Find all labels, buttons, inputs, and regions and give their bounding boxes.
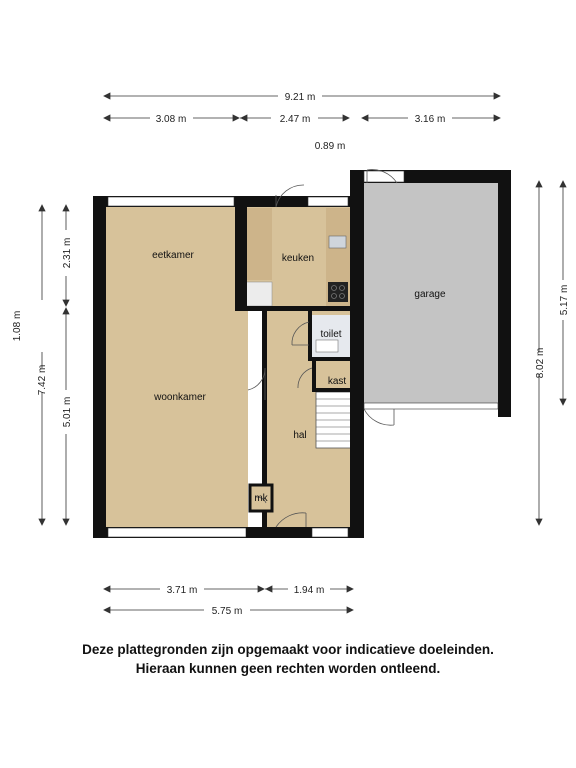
wall (312, 361, 316, 392)
dim-label-left-upper: 2.31 m (62, 237, 73, 269)
arrowhead (104, 607, 110, 613)
arrowhead (343, 115, 349, 121)
arrowhead (266, 586, 272, 592)
dim-label-total-top: 9.21 m (284, 92, 316, 103)
arrowhead (63, 308, 69, 314)
arrowhead (362, 115, 368, 121)
arrowhead (39, 205, 45, 211)
toilet-tank-icon (316, 340, 338, 352)
dim-label-left-total: 7.42 m (37, 364, 48, 396)
room-label-keuken: keuken (281, 253, 315, 264)
dim-label-bottom-left: 3.71 m (166, 585, 198, 596)
arrowhead (560, 399, 566, 405)
room-label-kast: kast (327, 376, 347, 387)
dim-label-right-garage: 5.17 m (559, 284, 570, 316)
dim-label-top-2: 2.47 m (279, 114, 311, 125)
arrowhead (347, 586, 353, 592)
arrowhead (258, 586, 264, 592)
wall (498, 170, 511, 417)
arrowhead (241, 115, 247, 121)
wall (235, 306, 351, 311)
room-label-garage: garage (414, 289, 446, 300)
arrowhead (494, 93, 500, 99)
garage-door (364, 403, 498, 409)
arrowhead (63, 300, 69, 306)
wall (308, 311, 312, 361)
stove-icon (328, 282, 348, 302)
dim-label-left-outer: 1.08 m (12, 310, 23, 342)
arrowhead (494, 115, 500, 121)
arrowhead (560, 181, 566, 187)
arrowhead (39, 519, 45, 525)
disclaimer-line-1: Deze plattegronden zijn opgemaakt voor indicatieve doeleinden. (82, 642, 494, 657)
toilet-fixture (316, 340, 338, 352)
floor-areas (106, 183, 498, 527)
wall (246, 527, 276, 538)
arrowhead (104, 586, 110, 592)
wall (350, 170, 364, 528)
room-label-hal: hal (293, 430, 307, 441)
kitchen-counter-left (246, 208, 272, 280)
door-swing (364, 409, 394, 425)
arrowhead (104, 93, 110, 99)
dim-label-bottom-right: 1.94 m (293, 585, 325, 596)
window (108, 197, 234, 206)
window (312, 528, 348, 537)
room-label-eetkamer: eetkamer (152, 250, 194, 261)
stairs (316, 392, 351, 448)
wall (308, 357, 350, 361)
room-label-toilet: toilet (320, 329, 342, 340)
window (108, 528, 246, 537)
room-label-mk: mk (254, 493, 268, 504)
dim-label-top-3: 3.16 m (414, 114, 446, 125)
dim-label-top-1: 3.08 m (155, 114, 187, 125)
dim-label-left-lower: 5.01 m (62, 396, 73, 428)
arrowhead (63, 205, 69, 211)
wall (235, 196, 273, 207)
arrowhead (63, 519, 69, 525)
arrowhead (233, 115, 239, 121)
kitchen-fridge (246, 282, 272, 306)
wall (312, 388, 350, 392)
wall (235, 196, 247, 311)
arrowhead (536, 519, 542, 525)
disclaimer-line-2: Hieraan kunnen geen rechten worden ontleend. (135, 661, 441, 676)
dim-label-bottom-total: 5.75 m (211, 606, 243, 617)
room-label-woonkamer: woonkamer (154, 392, 206, 403)
arrowhead (104, 115, 110, 121)
window (308, 197, 348, 206)
dim-label-right-total: 8.02 m (535, 347, 546, 379)
arrowhead (347, 607, 353, 613)
sink-icon (329, 236, 346, 248)
dim-label-offset: 0.89 m (314, 141, 346, 152)
wall (93, 196, 106, 538)
arrowhead (536, 181, 542, 187)
window (364, 171, 404, 182)
